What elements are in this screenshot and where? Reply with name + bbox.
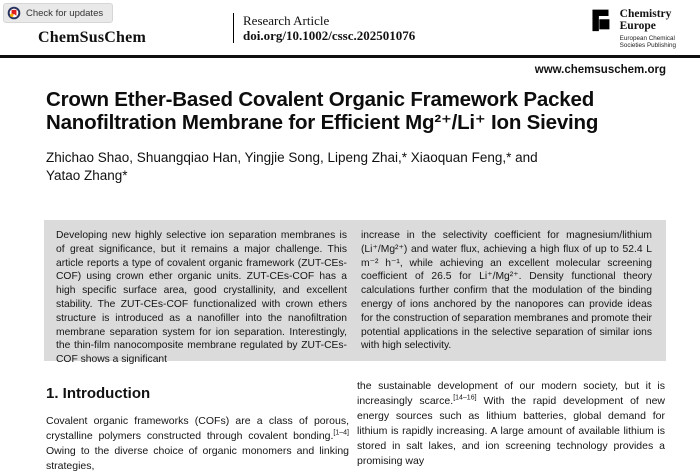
journal-name: ChemSusChem bbox=[38, 29, 146, 46]
intro-left-text-1: Covalent organic frameworks (COFs) are a class of porous, crystalline polymers constructed through covalent bonding. bbox=[46, 415, 349, 442]
abstract-right-column: increase in the selectivity coefficient for magnesium/lithium (Li⁺/Mg²⁺) and water flux, achieving a high flux of up to 52.4 L m⁻² h⁻¹, while achieving an excellent molecular screening coefficient of 26.5 for Li⁺/Mg²⁺. Density functional theory calculations further confirm that the modulation of the binding energy of ions anchored by the nanopores can provide ideas for the construction of separation membranes and promote their potential applications in the selective separation of similar ions with high selectivity. bbox=[361, 230, 652, 352]
publisher-name-line2: Europe bbox=[619, 19, 656, 32]
article-title-line2: Nanofiltration Membrane for Efficient Mg²⁺/Li⁺ Ion Sieving bbox=[46, 111, 599, 134]
author-list-line2: Yatao Zhang* bbox=[46, 167, 128, 183]
section-heading-introduction: 1. Introduction bbox=[46, 385, 151, 402]
author-list-line1: Zhichao Shao, Shuangqiao Han, Yingjie Song, Lipeng Zhai,* Xiaoquan Feng,* and bbox=[46, 150, 538, 165]
abstract-left-column: Developing new highly selective ion separation membranes is of great significance, but it remains a major challenge. This article reports a type of covalent organic framework (ZUT-CEs-COF) using crown ether organic units. ZUT-CEs-COF has a high specific surface area, good crystallinity, and excellent stability. The ZUT-CEs-COF functionalized with crown ethers structure is introduced as a nanofiller into the nanofiltration membrane separation system for ion separation. Interestingly, the thin-film nanocomposite membrane regulated by ZUT-CEs-COF shows a significant bbox=[56, 230, 347, 366]
article-title-line1: Crown Ether-Based Covalent Organic Framework Packed bbox=[46, 88, 595, 111]
check-for-updates-badge[interactable] bbox=[3, 3, 113, 23]
publisher-subtitle-line1: European Chemical bbox=[619, 35, 675, 42]
intro-right-text-2: With the rapid development of new energy sources such as lithium batteries, global demand for lithium is rapidly increasing. A large amount of available lithium is stored in salt lakes, and ion screening technology provides a promising way bbox=[357, 395, 666, 467]
check-for-updates-label: Check for updates bbox=[26, 7, 104, 19]
journal-website-url: www.chemsuschem.org bbox=[534, 64, 666, 76]
article-title bbox=[46, 88, 674, 134]
intro-paragraph-right bbox=[357, 379, 665, 469]
abstract-box bbox=[44, 220, 666, 366]
crossmark-icon bbox=[7, 6, 21, 20]
citation-marker: [14–16] bbox=[453, 394, 477, 402]
author-list bbox=[46, 149, 656, 184]
publisher-logo bbox=[592, 9, 676, 49]
intro-paragraph-left bbox=[46, 414, 349, 474]
header-divider-rule bbox=[0, 55, 700, 58]
publisher-subtitle bbox=[620, 35, 676, 49]
publisher-name-line1: Chemistry bbox=[619, 8, 672, 20]
publisher-text-block bbox=[620, 9, 676, 49]
doi-text: doi.org/10.1002/cssc.202501076 bbox=[243, 28, 416, 43]
intro-left-text-2: Owing to the diverse choice of organic monomers and linking strategies, bbox=[46, 445, 349, 472]
chemistry-europe-logo-icon bbox=[592, 9, 614, 35]
publisher-subtitle-line2: Societies Publishing bbox=[619, 42, 676, 49]
article-type-block bbox=[233, 13, 415, 43]
intro-right-text-1: the sustainable development of our modern society, but it is increasingly scarce. bbox=[357, 380, 665, 407]
article-type-label: Research Article bbox=[243, 13, 330, 28]
citation-marker: [1–4] bbox=[333, 429, 349, 437]
